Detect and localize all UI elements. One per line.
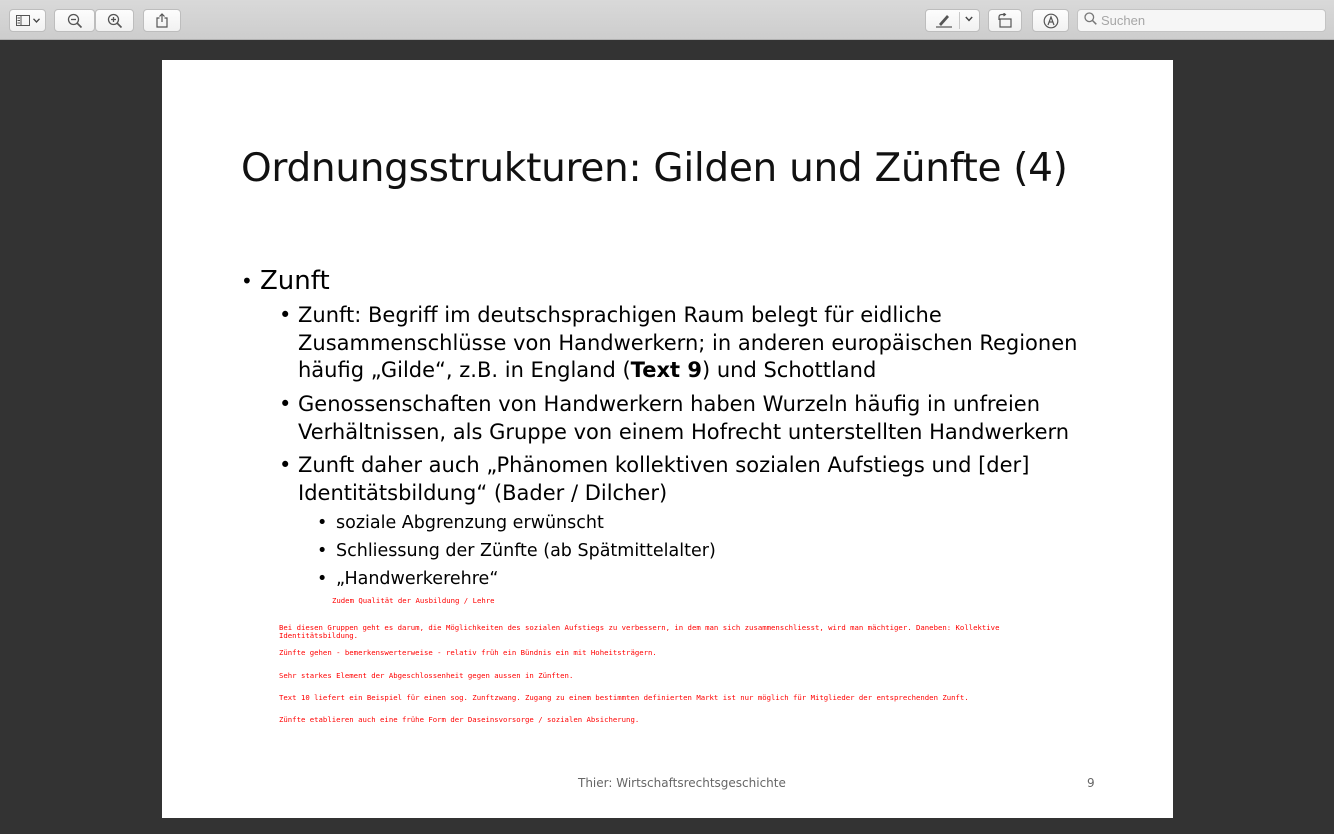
markup-toolbar-button[interactable]: [925, 9, 980, 32]
bullet-dot: •: [317, 513, 328, 533]
bullet-point-1: [279, 302, 1088, 385]
share-button[interactable]: [143, 9, 181, 32]
button-divider: [959, 12, 960, 29]
share-icon: [156, 13, 168, 28]
bullet-point-3: [279, 452, 1088, 507]
bullet-dot: •: [279, 392, 292, 416]
slide-footer: Thier: Wirtschaftsrechtsgeschichte: [578, 776, 786, 790]
speaker-note: Zudem Qualität der Ausbildung / Lehre: [332, 596, 495, 605]
page-number: 9: [1087, 776, 1095, 790]
sidebar-icon: [16, 15, 30, 26]
point-line: Genossenschaften von Handwerkern haben Wurzeln häufig in unfreien: [298, 392, 1041, 416]
rotate-button[interactable]: [988, 9, 1022, 32]
text-9-reference: Text 9: [630, 358, 702, 382]
point-line: Zusammenschlüsse von Handwerkern; in anderen europäischen Regionen: [298, 330, 1078, 355]
sidebar-view-button[interactable]: [9, 9, 46, 32]
toolbar: [0, 0, 1334, 40]
search-field[interactable]: [1077, 9, 1326, 32]
sub-bullet-text: soziale Abgrenzung erwünscht: [336, 513, 604, 533]
sub-bullet-item: [317, 568, 499, 590]
sub-bullet-item: [317, 540, 716, 562]
level1-bullet-item: [241, 266, 330, 296]
chevron-down-icon: [33, 18, 40, 23]
sub-bullet-item: [317, 512, 604, 534]
speaker-note: Text 10 liefert ein Beispiel für einen sog. Zunftzwang. Zugang zu einem bestimmten definierten Markt ist nur möglich für Mitglieder der entsprechenden Zunft.: [279, 693, 969, 702]
bullet-dot: •: [317, 569, 328, 589]
bullet-dot: •: [241, 269, 253, 293]
annotate-button[interactable]: [1032, 9, 1069, 32]
chevron-down-icon[interactable]: [965, 16, 973, 22]
speaker-note: Zünfte etablieren auch eine frühe Form der Daseinsvorsorge / sozialen Absicherung.: [279, 715, 640, 724]
search-icon: [1084, 12, 1097, 30]
text-segment: ) und Schottland: [701, 358, 877, 382]
annotate-icon: [1043, 13, 1059, 29]
markup-pen-icon: [935, 13, 953, 28]
speaker-note: Zünfte gehen - bemerkenswerterweise - relativ früh ein Bündnis ein mit Hoheitsträgern.: [279, 648, 657, 657]
point-line: Zunft: Begriff im deutschsprachigen Raum belegt für eidliche: [298, 303, 942, 327]
bullet-dot: •: [317, 541, 328, 561]
level1-text: Zunft: [260, 266, 330, 296]
point-line: Zunft daher auch „Phänomen kollektiven sozialen Aufstiegs und [der]: [298, 453, 1030, 477]
point-line: [298, 357, 1088, 385]
zoom-out-icon: [67, 13, 83, 29]
sub-bullet-text: Schliessung der Zünfte (ab Spätmittelalter): [336, 541, 716, 561]
point-line: Identitätsbildung“ (Bader / Dilcher): [298, 480, 668, 505]
slide-title: Ordnungsstrukturen: Gilden und Zünfte (4): [241, 146, 1068, 191]
document-page: [162, 60, 1173, 818]
point-line: Verhältnissen, als Gruppe von einem Hofrecht unterstellten Handwerkern: [298, 419, 1070, 444]
bullet-dot: •: [279, 303, 292, 327]
zoom-out-button[interactable]: [54, 9, 95, 32]
search-input[interactable]: [1101, 13, 1311, 28]
bullet-point-2: [279, 391, 1088, 446]
speaker-note: Identitätsbildung.: [279, 631, 359, 640]
zoom-in-icon: [107, 13, 123, 29]
speaker-note: Sehr starkes Element der Abgeschlossenheit gegen aussen in Zünften.: [279, 671, 574, 680]
zoom-in-button[interactable]: [95, 9, 134, 32]
rotate-icon: [997, 13, 1013, 28]
speaker-note: Bei diesen Gruppen geht es darum, die Möglichkeiten des sozialen Aufstiegs zu verbessern, in dem man sich zusammenschliesst, wird man mächtiger. Daneben: Kollektive: [279, 623, 1000, 632]
sub-bullet-text: „Handwerkerehre“: [336, 569, 499, 589]
bullet-dot: •: [279, 453, 292, 477]
text-segment: häufig „Gilde“, z.B. in England (: [298, 358, 631, 382]
